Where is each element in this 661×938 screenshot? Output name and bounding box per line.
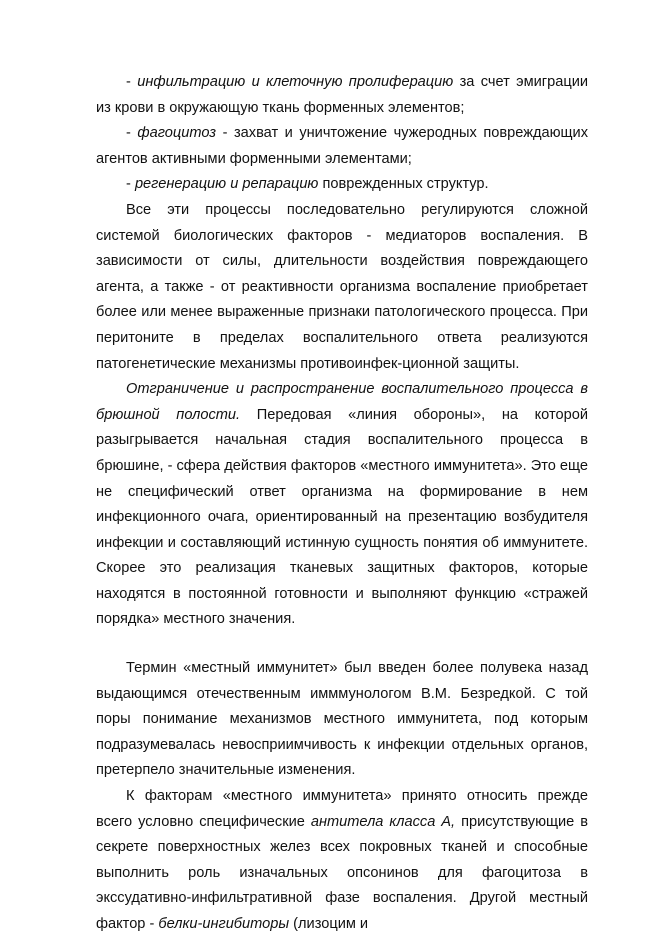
bullet-term: фагоцитоз — [137, 125, 217, 142]
section-heading: Отграничение и распространение воспалительного процесса в брюшной полости. — [96, 381, 588, 423]
bullet-item — [96, 121, 588, 172]
bullet-term: регенерацию и репарацию — [134, 176, 319, 193]
term-inhibitor-proteins: белки-ингибиторы — [158, 916, 290, 932]
paragraph-local-immunity — [96, 377, 588, 633]
bullet-term: инфильтрацию и клеточную пролиферацию — [137, 74, 454, 90]
paragraph-bezredka: Термин «местный иммунитет» был введен более полувека назад выдающимся отечественным имммунологом В.М. Безредкой. С той поры понимание механизмов местного иммунитета, под которым подразумевалась невосприимчивость к инфекции отдельных органов, претерпело значительные изменения. — [96, 660, 588, 779]
bullet-marker: - — [126, 176, 131, 193]
paragraph-text: К факторам «местного иммунитета» принято относить прежде всего условно специфические — [96, 788, 588, 830]
bullet-text: поврежденных структур. — [318, 176, 489, 193]
paragraph-text: Передовая «линия обороны», на которой разыгрывается начальная стадия воспалительного процесса в брюшине, - сфера действия факторов «местного иммунитета». Это еще не специфический ответ организма на формирование в нем инфекционного очага, ориентированный на презентацию возбудителя инфекции и составляющий истинную сущность понятия об иммунитете. Скорее это реализация тканевых защитных факторов, которые находятся в постоянной готовности и выполняют функцию «стражей порядка» местного значения. — [96, 406, 588, 628]
document-page — [96, 70, 588, 938]
bullet-text: за счет эмиграции из крови в окружающую ткань форменных элементов; — [96, 74, 588, 116]
bullet-marker: - — [126, 74, 131, 90]
bullet-item — [96, 172, 588, 198]
term-antibodies: антитела класса А, — [310, 813, 456, 830]
bullet-text: - захват и уничтожение чужеродных повреждающих агентов активными форменными элементами; — [96, 125, 589, 167]
bullet-item — [96, 70, 588, 121]
bullet-marker: - — [126, 125, 131, 142]
paragraph-text: (лизоцим и — [289, 916, 369, 932]
paragraph-mediators: Все эти процессы последовательно регулируются сложной системой биологических факторов - медиаторов воспаления. В зависимости от силы, длительности воздействия повреждающего агента, а также - от реактивности организма воспаление приобретает более или менее выраженные признаки патологического процесса. При перитоните в пределах воспалительного ответа реализуются патогенетические механизмы противоинфек-ционной защиты. — [96, 201, 588, 372]
paragraph-factors — [96, 784, 588, 938]
paragraph-text: присутствующие в секрете поверхностных желез всех покровных тканей и способные выполнить роль изначальных опсонинов для фагоцитоза в экссудативно-инфильтративной фазе воспаления. Другой местный фактор - — [96, 813, 589, 932]
